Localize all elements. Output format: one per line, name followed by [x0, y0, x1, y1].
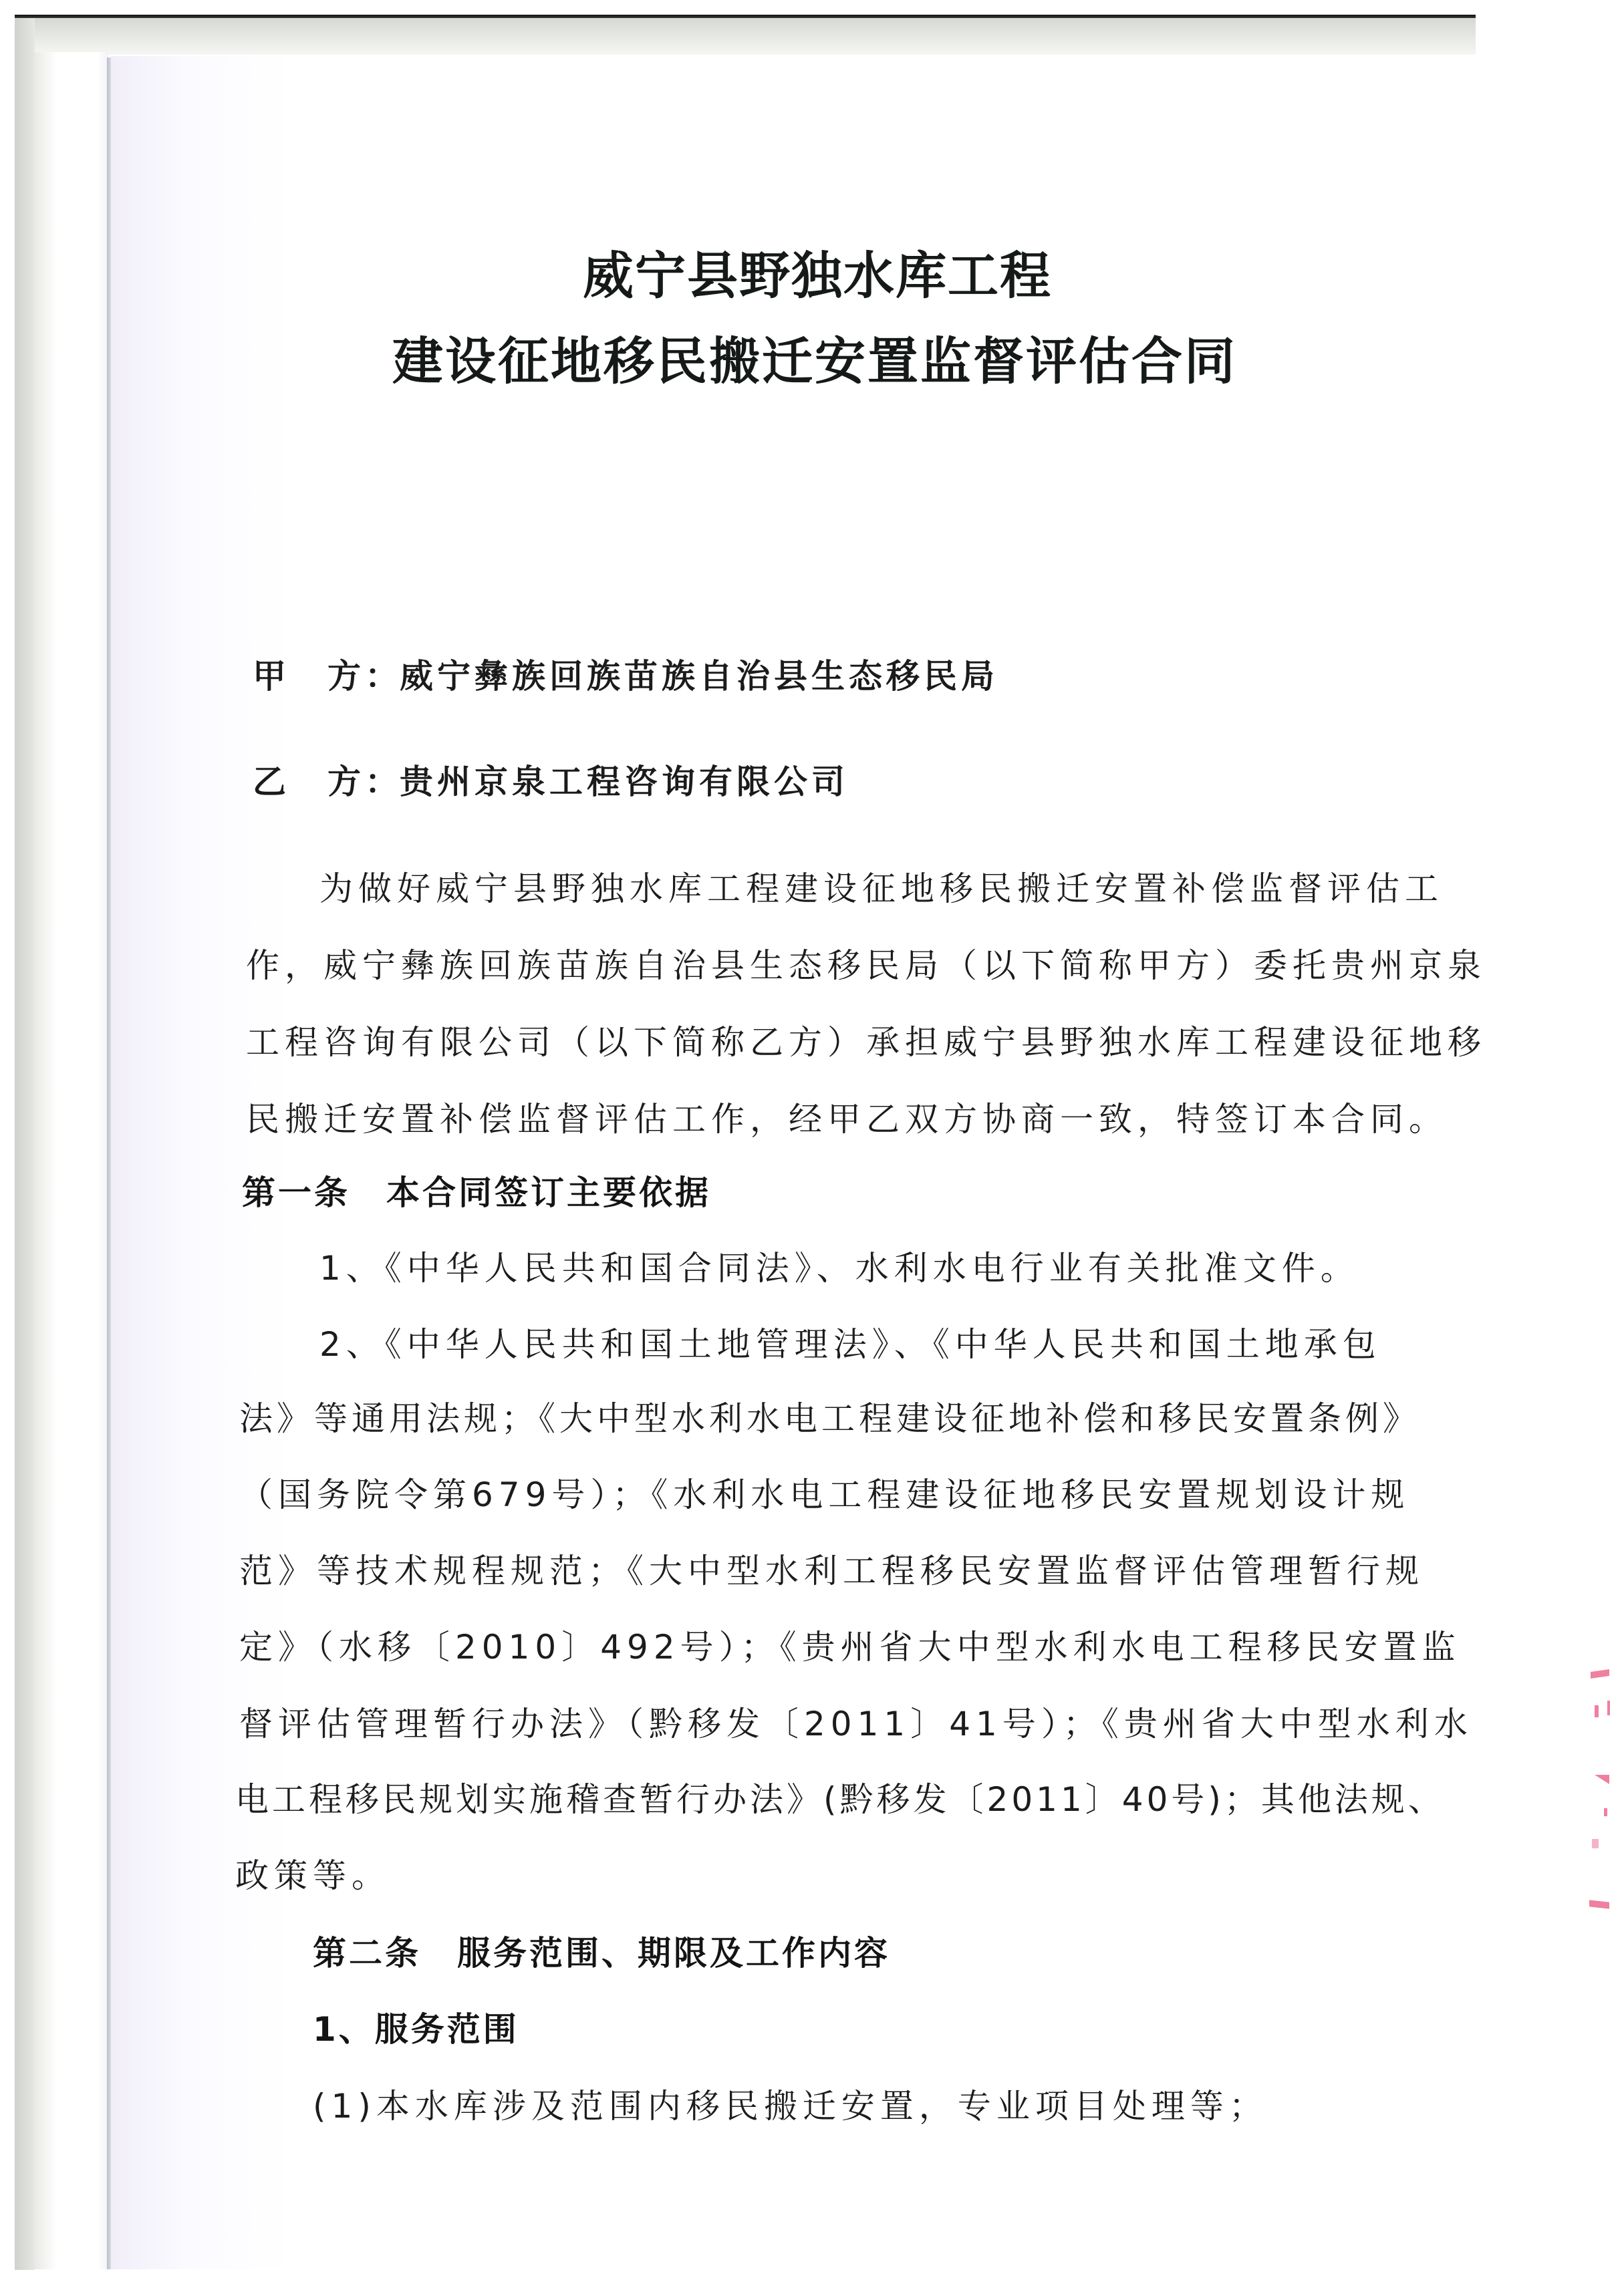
- party-a-label: 甲 方：: [253, 657, 402, 696]
- party-a-name: 威宁彝族回族苗族自治县生态移民局: [400, 657, 998, 696]
- party-b-label: 乙 方：: [253, 762, 402, 801]
- seal-fragment: [1607, 1701, 1610, 1715]
- preamble-line: 作，威宁彝族回族苗族自治县生态移民局（以下简称甲方）委托贵州京泉: [246, 946, 1486, 985]
- document-title-line1: 威宁县野独水库工程: [583, 246, 1052, 305]
- article1-line: 2、《中华人民共和国土地管理法》、《中华人民共和国土地承包: [319, 1325, 1381, 1364]
- party-b-name: 贵州京泉工程咨询有限公司: [400, 762, 849, 801]
- article2-subheading: 1、服务范围: [313, 2010, 519, 2049]
- document-title-line2: 建设征地移民搬迁安置监督评估合同: [392, 331, 1237, 391]
- article1-heading: 第一条 本合同签订主要依据: [242, 1173, 711, 1212]
- scan-top-shadow: [15, 18, 1476, 55]
- article2-heading: 第二条 服务范围、期限及工作内容: [313, 1934, 890, 1973]
- article1-line: 1、《中华人民共和国合同法》、水利水电行业有关批准文件。: [319, 1249, 1359, 1288]
- preamble-line: 为做好威宁县野独水库工程建设征地移民搬迁安置补偿监督评估工: [319, 869, 1444, 908]
- party-b: [253, 755, 849, 803]
- preamble-line: 工程咨询有限公司（以下简称乙方）承担威宁县野独水库工程建设征地移: [246, 1023, 1486, 1062]
- article2-line: (1)本水库涉及范围内移民搬迁安置，专业项目处理等；: [313, 2087, 1268, 2126]
- seal-fragment: [1592, 1839, 1599, 1848]
- preamble-line: 民搬迁安置补偿监督评估工作，经甲乙双方协商一致，特签订本合同。: [246, 1100, 1448, 1139]
- article1-line: 电工程移民规划实施稽查暂行办法》(黔移发〔2011〕40号)；其他法规、: [235, 1780, 1445, 1819]
- seal-fragment: [1595, 1705, 1599, 1717]
- seal-fragment: [1604, 1808, 1607, 1816]
- article1-line: 范》等技术规程规范；《大中型水利工程移民安置监督评估管理暂行规: [239, 1552, 1424, 1590]
- article1-line: 政策等。: [235, 1856, 390, 1895]
- party-a: [253, 650, 998, 698]
- article1-line: 督评估管理暂行办法》（黔移发〔2011〕41号）；《贵州省大中型水利水: [239, 1705, 1473, 1743]
- article1-line: 定》（水移〔2010〕492号）；《贵州省大中型水利水电工程移民安置监: [239, 1628, 1461, 1667]
- article1-line: 法》等通用法规；《大中型水利水电工程建设征地补偿和移民安置条例》: [239, 1399, 1420, 1438]
- article1-line: （国务院令第679号）；《水利水电工程建设征地移民安置规划设计规: [239, 1475, 1410, 1514]
